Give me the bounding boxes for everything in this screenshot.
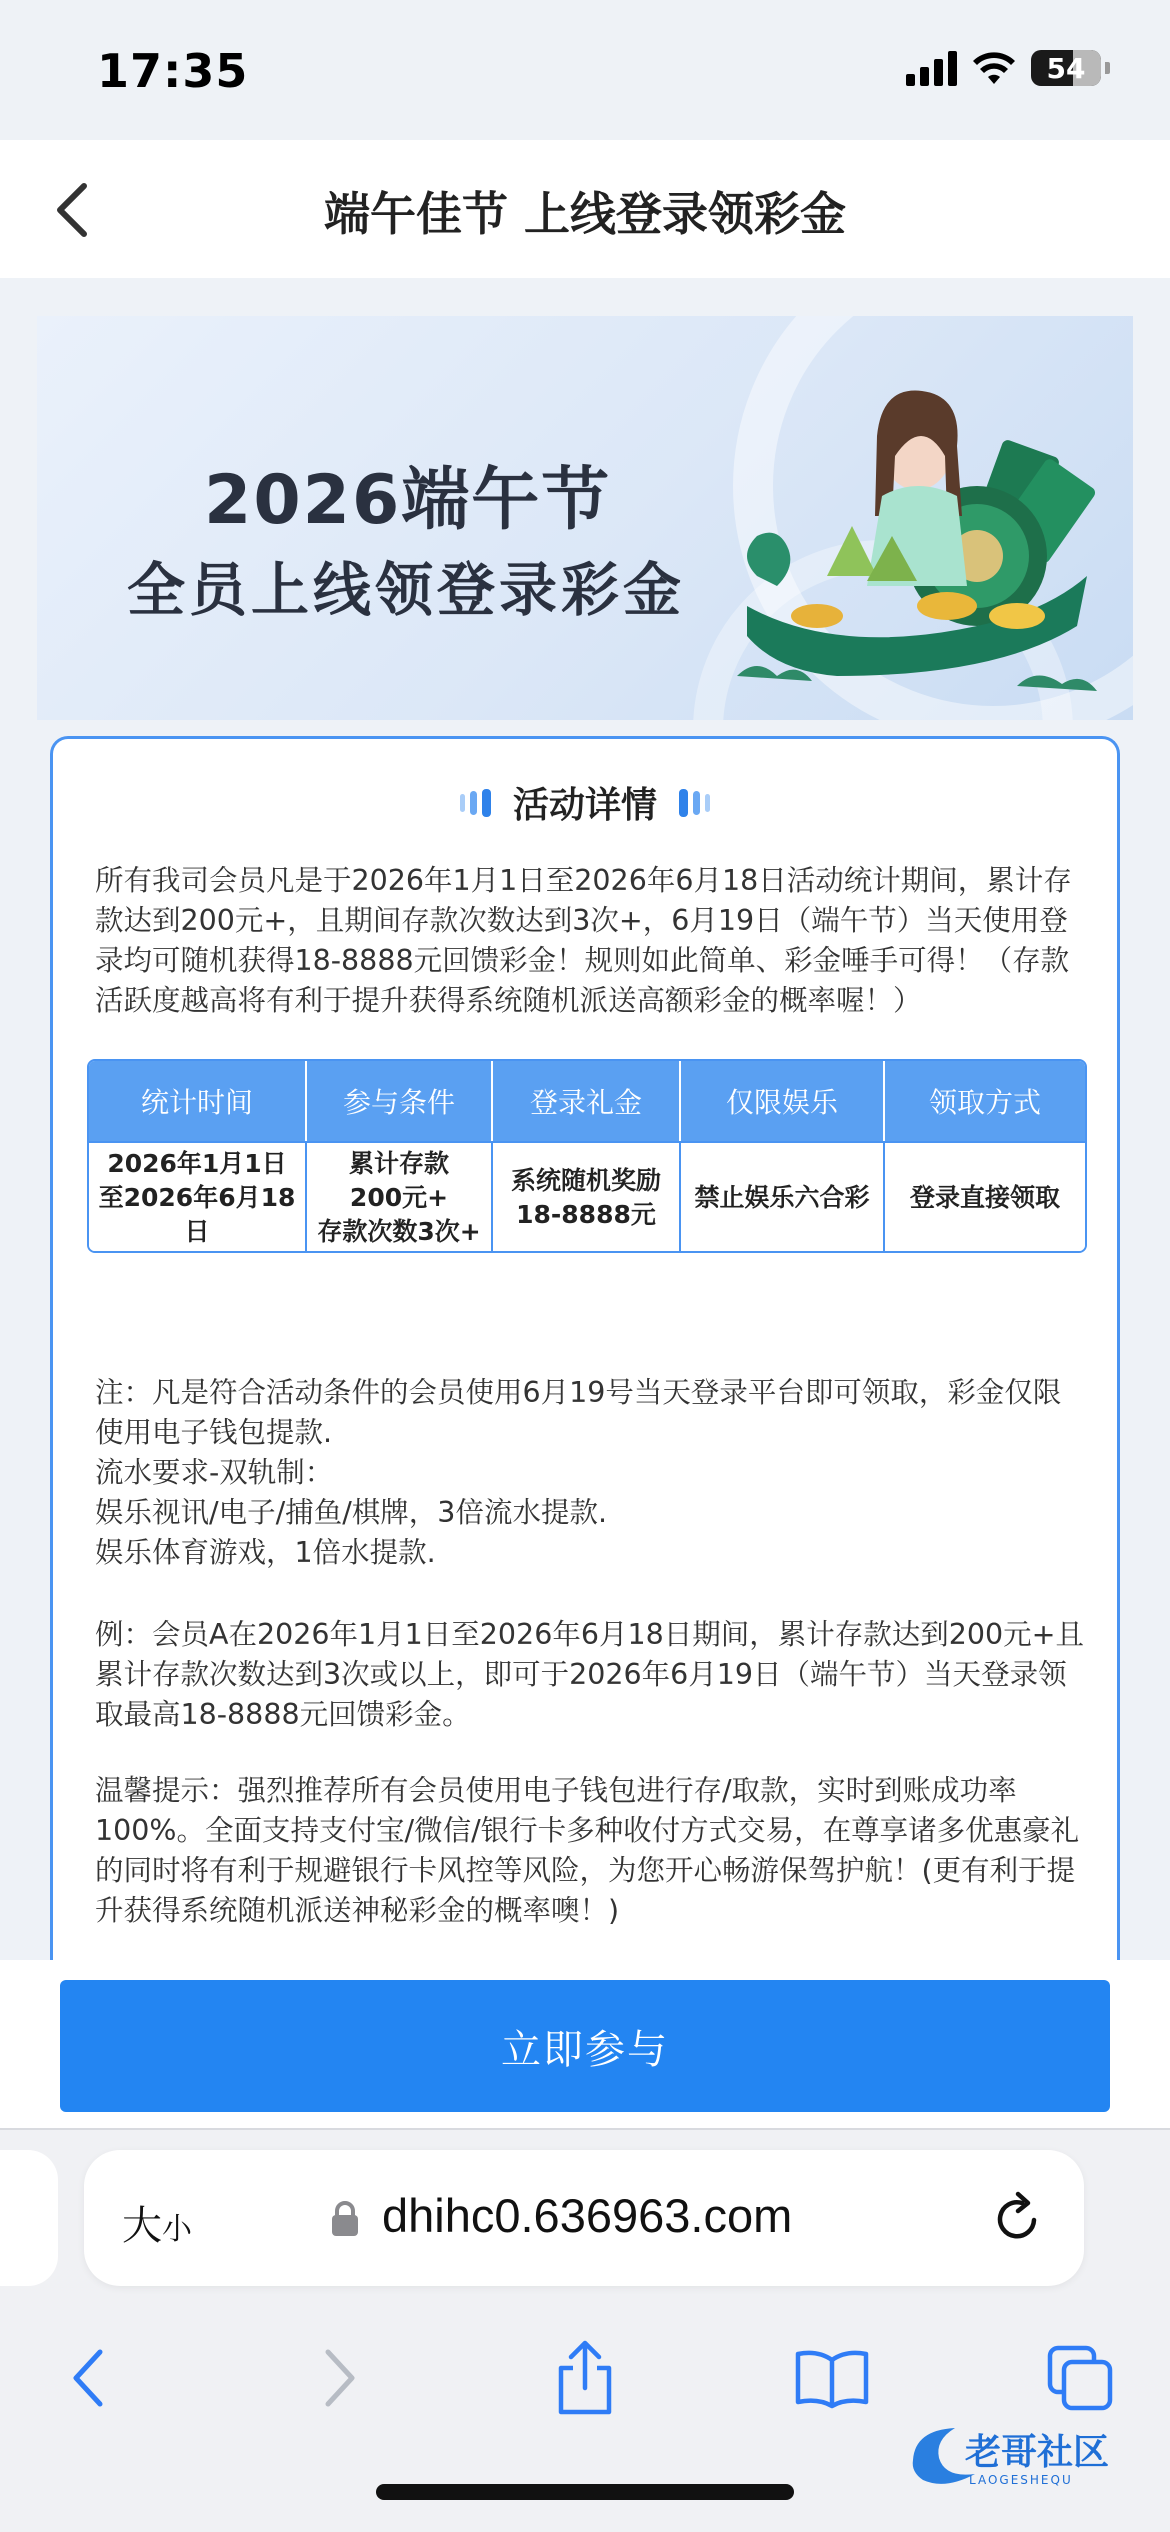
title-decoration-left <box>460 789 491 817</box>
status-time: 17:35 <box>97 44 249 98</box>
browser-back-button[interactable] <box>28 2318 148 2438</box>
table-header-cell: 参与条件 <box>307 1061 493 1141</box>
url-text[interactable]: dhihc0.636963.com <box>382 2189 793 2242</box>
table-cell: 禁止娱乐六合彩 <box>681 1143 885 1253</box>
bookmarks-button[interactable] <box>772 2318 892 2438</box>
wifi-icon <box>971 50 1017 86</box>
battery-icon <box>1031 50 1101 86</box>
chevron-left-icon <box>68 2346 108 2410</box>
note-line: 注：凡是符合活动条件的会员使用6月19号当天登录平台即可领取，彩金仅限使用电子钱包提款. <box>95 1376 1062 1449</box>
banner-headline: 2026端午节 <box>204 461 612 540</box>
chevron-right-icon <box>320 2346 360 2410</box>
card-header <box>53 777 1117 828</box>
join-now-button[interactable]: 立即参与 <box>60 1980 1110 2112</box>
table-header <box>89 1061 1085 1141</box>
table-header-cell: 登录礼金 <box>493 1061 681 1141</box>
share-icon <box>553 2340 617 2416</box>
table-cell: 登录直接领取 <box>909 1183 1060 1212</box>
cellular-signal-icon <box>906 50 957 86</box>
lock-icon <box>330 2200 360 2238</box>
text-size-button[interactable]: 大小 <box>122 2203 192 2249</box>
watermark-text: 老哥社区 <box>965 2432 1110 2473</box>
table-header-cell: 领取方式 <box>928 1086 1041 1119</box>
book-icon <box>794 2346 870 2410</box>
notes-text <box>95 1373 1085 1573</box>
home-indicator[interactable] <box>376 2484 794 2500</box>
note-line: 娱乐视讯/电子/捕鱼/棋牌，3倍流水提款. <box>95 1496 607 1529</box>
previous-tab-preview[interactable] <box>0 2150 58 2286</box>
browser-forward-button[interactable] <box>280 2318 400 2438</box>
table-header-cell: 仅限娱乐 <box>681 1061 885 1141</box>
join-area <box>0 1960 1170 2128</box>
activity-details-card <box>50 736 1120 1960</box>
table-header-cell: 统计时间 <box>89 1061 307 1141</box>
promo-banner <box>37 316 1133 720</box>
note-line: 流水要求-双轨制： <box>95 1456 334 1489</box>
nav-bar <box>0 140 1170 278</box>
rules-table <box>87 1059 1087 1253</box>
watermark-logo <box>905 2420 1155 2490</box>
table-cell: 2026年1月1日 至2026年6月18日 <box>89 1143 307 1253</box>
status-icons <box>906 50 1110 86</box>
page-title: 端午佳节 上线登录领彩金 <box>323 187 846 241</box>
share-button[interactable] <box>525 2318 645 2438</box>
address-bar[interactable] <box>84 2150 1084 2286</box>
note-line: 娱乐体育游戏，1倍水提款. <box>95 1536 436 1569</box>
table-row <box>89 1141 1085 1253</box>
battery-level-text: 54 <box>1046 51 1086 85</box>
table-cell: 系统随机奖励 18-8888元 <box>493 1143 681 1253</box>
banner-illustration <box>717 376 1117 716</box>
tip-text: 温馨提示：强烈推荐所有会员使用电子钱包进行存/取款，实时到账成功率100%。全面支持支付宝/微信/银行卡多种收付方式交易，在尊享诸多优惠豪礼的同时将有利于规避银行卡风控等风险，为您开心畅游保驾护航！(更有利于提升获得系统随机派送神秘彩金的概率噢！) <box>95 1774 1080 1927</box>
intro-text: 所有我司会员凡是于2026年1月1日至2026年6月18日活动统计期间，累计存款达到200元+，且期间存款次数达到3次+，6月19日（端午节）当天使用登录均可随机获得18-8888元回馈彩金！规则如此简单、彩金唾手可得！（存款活跃度越高将有利于提升获得系统随机派送高额彩金的概率喔！） <box>95 864 1072 1017</box>
example-text: 例：会员A在2026年1月1日至2026年6月18日期间，累计存款达到200元+且累计存款次数达到3次或以上，即可于2026年6月19日（端午节）当天登录领取最高18-8888元回馈彩金。 <box>95 1618 1084 1731</box>
status-bar <box>0 0 1170 140</box>
card-title: 活动详情 <box>512 785 657 826</box>
table-cell: 累计存款 200元+ 存款次数3次+ <box>307 1143 493 1253</box>
banner-subheadline: 全员上线领登录彩金 <box>127 556 686 624</box>
tabs-icon <box>1044 2342 1116 2414</box>
watermark-subtext: LAOGESHEQU <box>969 2473 1073 2487</box>
reload-icon[interactable] <box>992 2190 1044 2246</box>
title-decoration-right <box>679 789 710 817</box>
